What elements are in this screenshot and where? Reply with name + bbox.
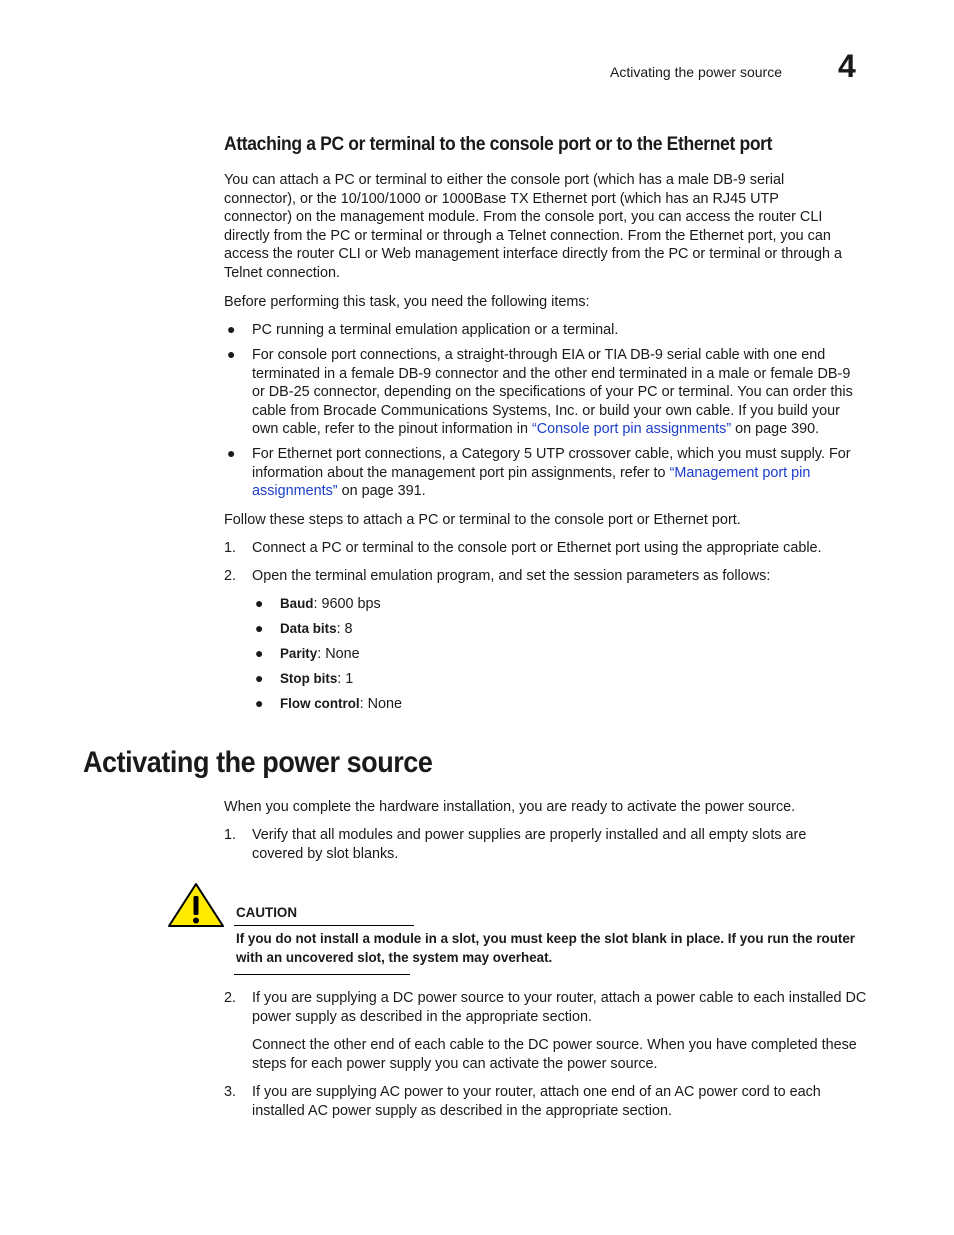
running-header-title: Activating the power source — [610, 64, 782, 80]
text-line: You can attach a PC or terminal to either the console port (which has a male DB-9 serial — [224, 172, 785, 188]
text-line: installed AC power supply as described in the appropriate section. — [252, 1102, 672, 1119]
param-term: Flow control — [280, 696, 360, 711]
param-term: Baud — [280, 596, 314, 611]
param-term: Parity — [280, 646, 318, 661]
power-step-2-continuation — [252, 1036, 874, 1073]
text-line: connector), or the 10/100/1000 or 1000Base TX Ethernet port (which has an RJ45 UTP — [224, 190, 779, 207]
text-line: power supply as described in the appropriate section. — [252, 1008, 592, 1025]
text-line — [252, 420, 874, 439]
chapter-number: 4 — [838, 48, 856, 84]
text-line: with an uncovered slot, the system may overheat. — [236, 950, 553, 965]
bullet-dot-icon: ● — [255, 620, 264, 636]
power-step-2 — [252, 989, 874, 1026]
follow-steps-text: Follow these steps to attach a PC or terminal to the console port or Ethernet port. — [224, 512, 741, 528]
text-line: Connect the other end of each cable to the DC power source. When you have completed these — [252, 1037, 857, 1053]
text-fragment: own cable, refer to the pinout information in — [252, 421, 532, 438]
warning-triangle-icon — [167, 882, 225, 928]
text-line — [252, 482, 874, 501]
text-line: directly from the PC or terminal or through a Telnet connection. From the Ethernet port, you can — [224, 227, 831, 244]
bullet-dot-icon: ● — [255, 595, 264, 611]
text-line: cable from Brocade Communications Systems, Inc. or build your own cable. If you build your — [252, 402, 840, 419]
management-pin-assignments-link[interactable]: assignments” — [252, 483, 338, 500]
text-line — [252, 464, 874, 483]
management-pin-assignments-link[interactable]: “Management port pin — [669, 464, 811, 481]
section-heading-power: Activating the power source — [83, 746, 433, 779]
text-line: If you do not install a module in a slot, you must keep the slot blank in place. If you run the router — [236, 931, 856, 946]
text-line: Verify that all modules and power supplies are properly installed and all empty slots are — [252, 827, 807, 843]
bullet-dot-icon: ● — [255, 645, 264, 661]
param-data-bits — [280, 620, 353, 639]
text-line: or DB-25 connector, depending on the specifications of your PC or terminal. You can order this — [252, 384, 853, 401]
text-line: access the router CLI or Web management interface directly from the PC or terminal or through a — [224, 246, 843, 263]
text-line: For Ethernet port connections, a Category 5 UTP crossover cable, which you must supply. For — [252, 446, 851, 462]
text-line: covered by slot blanks. — [252, 845, 399, 862]
bullet-item-1: PC running a terminal emulation application or a terminal. — [252, 322, 619, 338]
step-number: 2. — [224, 568, 237, 584]
bullet-item-3 — [252, 445, 874, 501]
caution-text — [236, 929, 876, 967]
bullet-dot-icon: ● — [227, 321, 236, 337]
text-line: Telnet connection. — [224, 264, 341, 281]
text-line: If you are supplying a DC power source to your router, attach a power cable to each installed DC — [252, 990, 867, 1006]
param-value: : 8 — [336, 621, 353, 637]
text-line: connector) on the management module. From the console port, you can access the router CLI — [224, 209, 823, 226]
before-items-text: Before performing this task, you need the following items: — [224, 294, 590, 310]
attach-intro-paragraph — [224, 171, 874, 283]
bullet-dot-icon: ● — [255, 670, 264, 686]
param-value: : 9600 bps — [313, 596, 381, 612]
param-parity — [280, 645, 360, 664]
section-heading-attach: Attaching a PC or terminal to the console port or to the Ethernet port — [224, 133, 773, 155]
param-baud — [280, 595, 381, 614]
param-value: : None — [317, 646, 360, 662]
console-pin-assignments-link[interactable]: “Console port pin assignments” — [531, 421, 732, 438]
param-term: Stop bits — [280, 671, 338, 686]
bullet-dot-icon: ● — [227, 346, 236, 362]
bullet-item-2 — [252, 346, 874, 439]
power-step-1 — [252, 826, 874, 863]
param-term: Data bits — [280, 621, 337, 636]
step-number: 2. — [224, 990, 237, 1006]
power-step-3 — [252, 1083, 874, 1120]
text-line: steps for each power supply you can activate the power source. — [252, 1055, 658, 1072]
text-fragment: on page 391. — [337, 483, 426, 500]
step-number: 3. — [224, 1084, 237, 1100]
text-line: For console port connections, a straight-through EIA or TIA DB-9 serial cable with one end — [252, 347, 826, 363]
param-flow-control — [280, 695, 402, 714]
text-fragment: information about the management port pin assignments, refer to — [252, 464, 670, 481]
param-stop-bits — [280, 670, 353, 689]
param-value: : None — [359, 696, 402, 712]
caution-label: CAUTION — [236, 905, 297, 920]
text-line: If you are supplying AC power to your router, attach one end of an AC power cord to each — [252, 1084, 821, 1100]
text-line: terminated in a female DB-9 connector and the other end terminated in a male or female DB-9 — [252, 365, 851, 382]
bullet-dot-icon: ● — [227, 445, 236, 461]
attach-step-2: Open the terminal emulation program, and set the session parameters as follows: — [252, 568, 771, 584]
caution-divider-top — [234, 925, 414, 926]
power-intro-text: When you complete the hardware installation, you are ready to activate the power source. — [224, 799, 796, 815]
attach-step-1: Connect a PC or terminal to the console port or Ethernet port using the appropriate cable. — [252, 540, 822, 556]
caution-divider-bottom — [234, 974, 410, 975]
param-value: : 1 — [337, 671, 354, 687]
step-number: 1. — [224, 540, 237, 556]
step-number: 1. — [224, 827, 237, 843]
text-fragment: on page 390. — [731, 421, 820, 438]
bullet-dot-icon: ● — [255, 695, 264, 711]
